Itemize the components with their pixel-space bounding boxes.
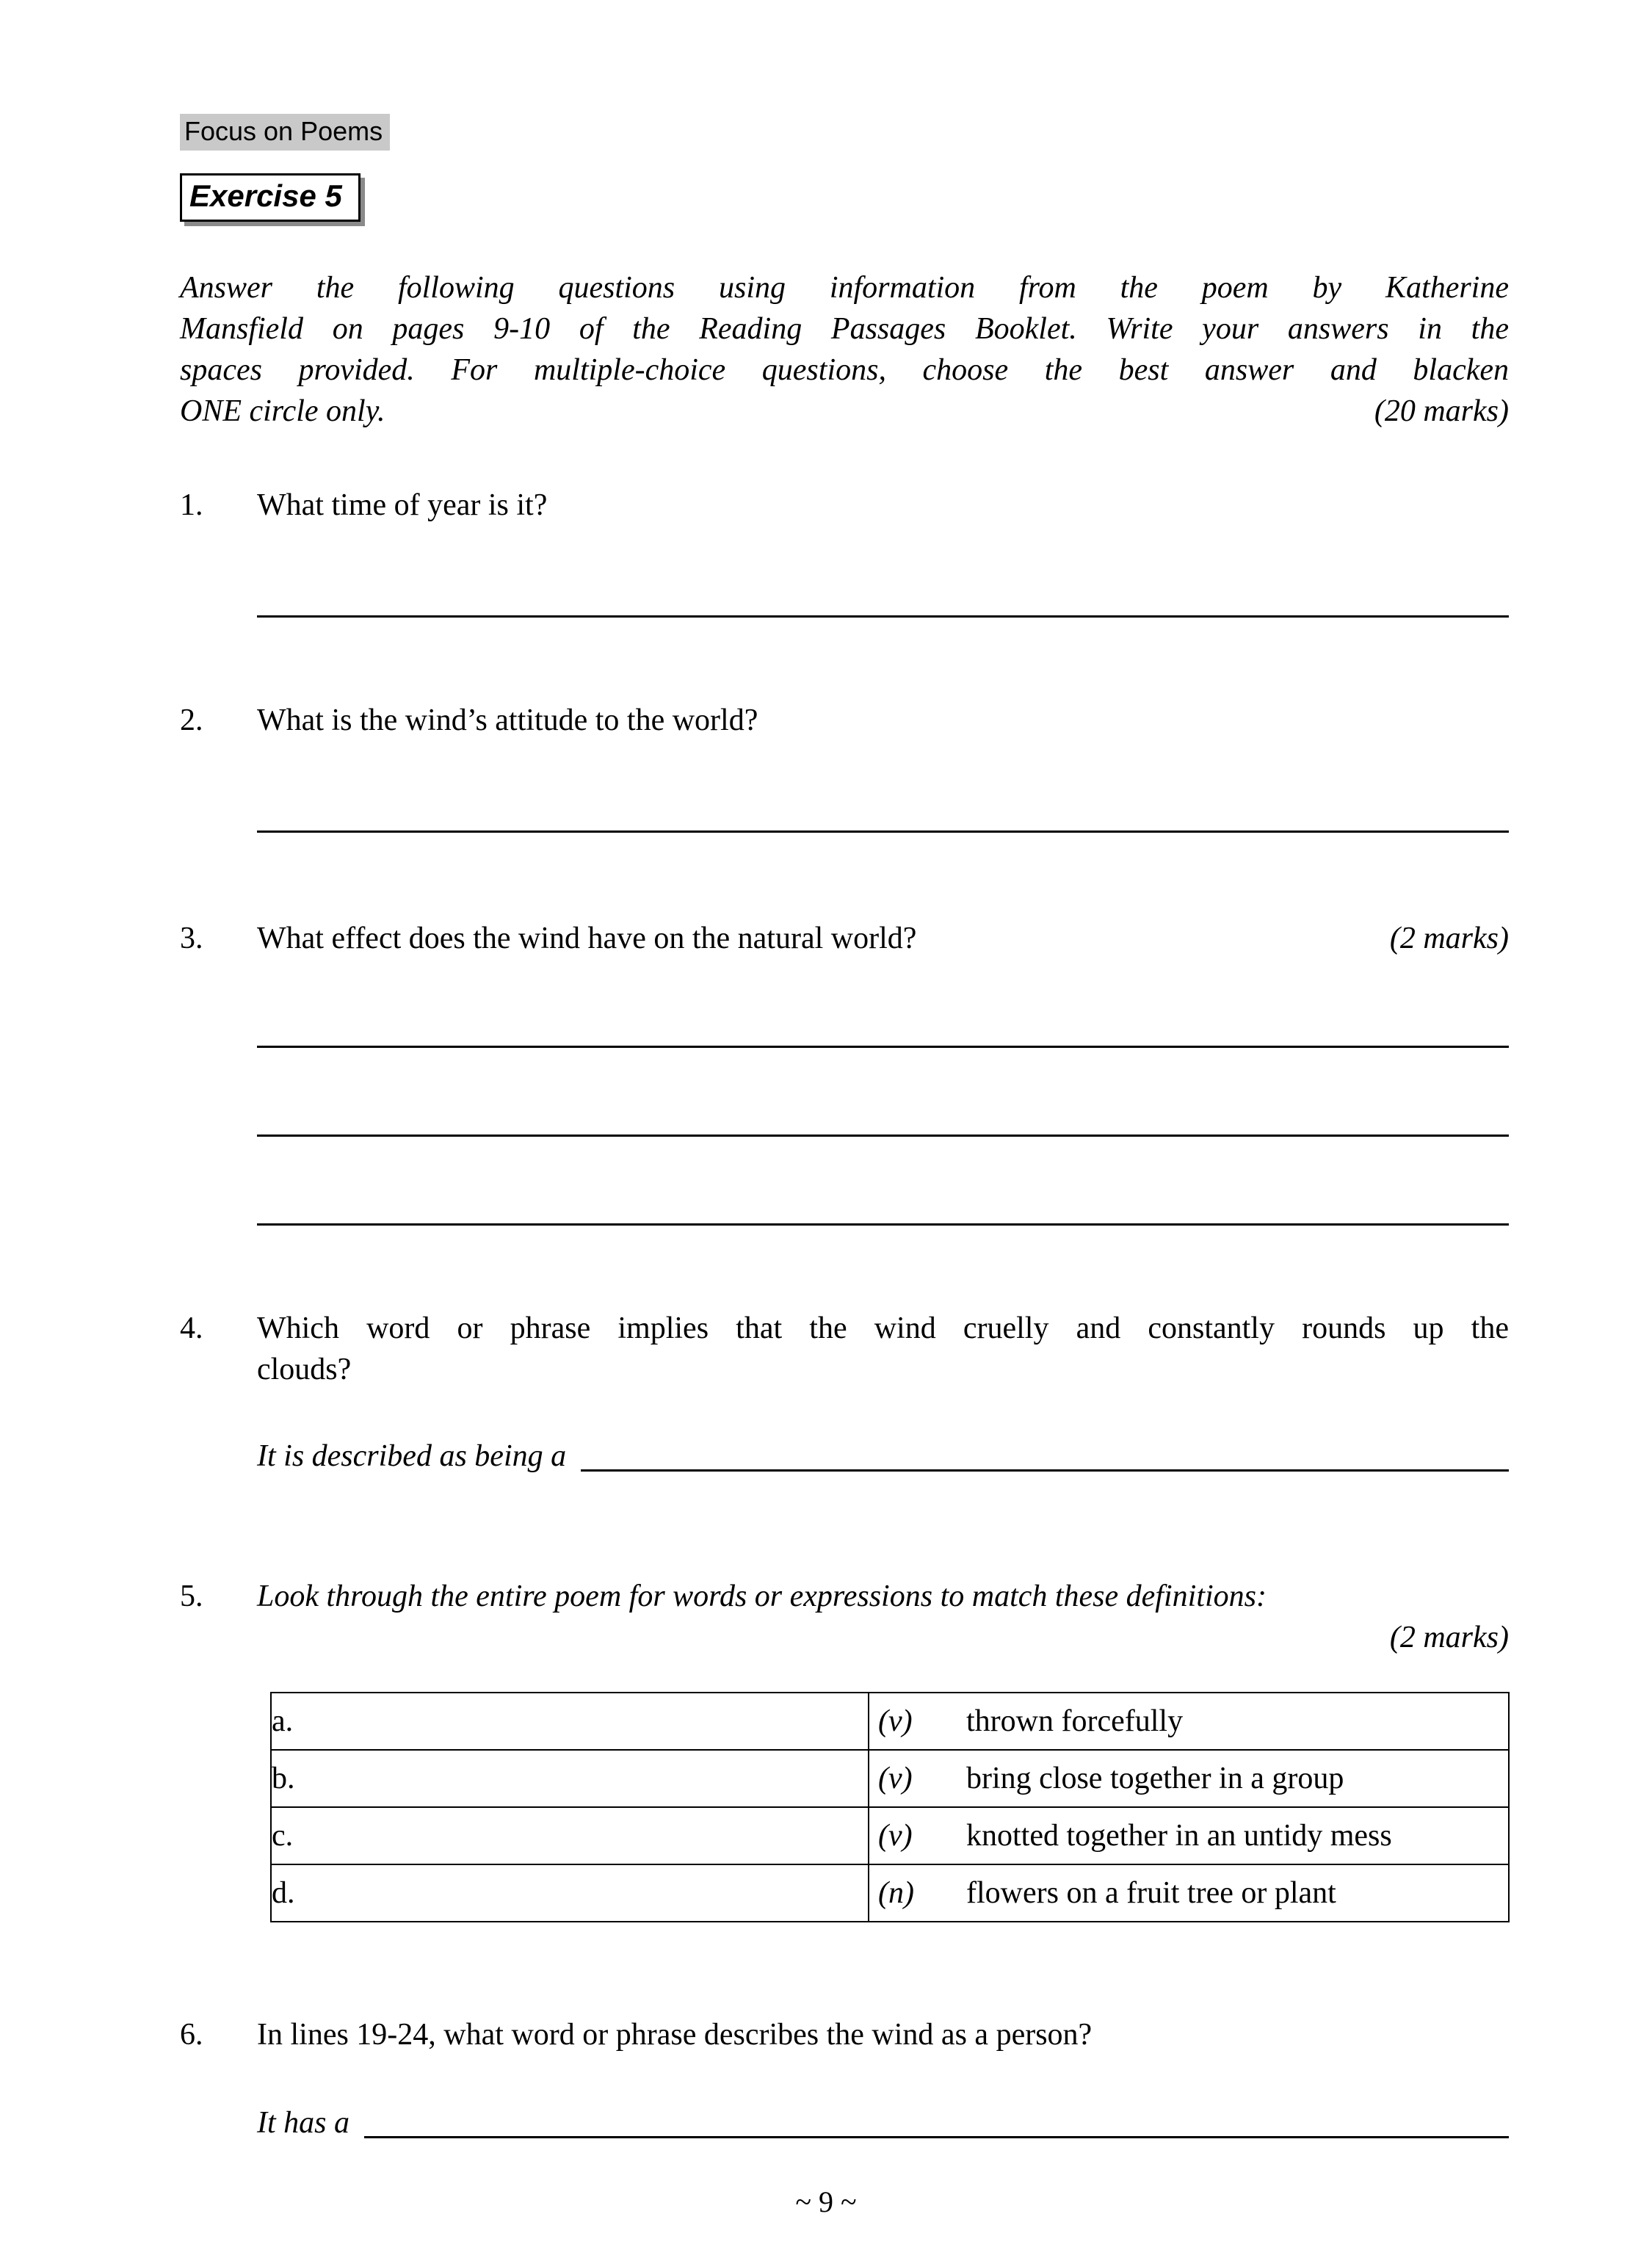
- answer-line: [257, 1135, 1509, 1137]
- question-text: What is the wind’s attitude to the world?: [257, 703, 758, 737]
- question-marks: (2 marks): [1389, 1621, 1509, 1654]
- answer-line: [581, 1469, 1509, 1472]
- question-text: Which word or phrase implies that the wind cruelly and constantly rounds up the: [257, 1311, 1509, 1345]
- question-number: 5.: [180, 1579, 203, 1613]
- question-text-row: [257, 918, 1509, 959]
- table-row: [271, 1864, 1509, 1922]
- definition-pos: (v): [878, 1819, 913, 1853]
- page-number: ~ 9 ~: [795, 2185, 857, 2218]
- definition-letter-cell: d.: [271, 1864, 869, 1922]
- question-number: 1.: [180, 488, 203, 522]
- question-1: [180, 485, 1509, 618]
- answer-line: [257, 831, 1509, 833]
- question-text: In lines 19-24, what word or phrase describes the wind as a person?: [257, 2018, 1093, 2052]
- question-text: What time of year is it?: [257, 488, 548, 522]
- question-number: 6.: [180, 2018, 203, 2052]
- definition-letter-cell: b.: [271, 1750, 869, 1807]
- definition-text: bring close together in a group: [966, 1762, 1344, 1795]
- question-5: [180, 1576, 1509, 1922]
- table-row: [271, 1693, 1509, 1750]
- question-number: 4.: [180, 1311, 203, 1345]
- definition-letter-cell: a.: [271, 1693, 869, 1750]
- answer-row: [257, 1436, 1509, 1477]
- page-content: [180, 110, 1509, 2143]
- question-2: [180, 700, 1509, 833]
- question-number: 2.: [180, 703, 203, 737]
- question-body: [257, 1308, 1509, 1477]
- definition-pos: (n): [878, 1876, 914, 1910]
- answer-prefix: It is described as being a: [257, 1439, 567, 1473]
- question-text: Look through the entire poem for words or expressions to match these definitions:: [257, 1579, 1267, 1613]
- instructions-line: Mansfield on pages 9-10 of the Reading Passages Booklet. Write your answers in the: [180, 312, 1509, 346]
- question-text: clouds?: [257, 1353, 352, 1386]
- definition-cell: [869, 1807, 1509, 1864]
- answer-row: [257, 2102, 1509, 2143]
- definitions-table: [270, 1692, 1510, 1922]
- question-body: [257, 700, 1509, 833]
- definition-cell: [869, 1750, 1509, 1807]
- table-row: [271, 1750, 1509, 1807]
- instructions-paragraph: [180, 267, 1509, 432]
- answer-line: [364, 2136, 1509, 2138]
- definition-text: flowers on a fruit tree or plant: [966, 1876, 1336, 1910]
- question-body: [257, 485, 1509, 618]
- answer-line: [257, 1223, 1509, 1226]
- definition-cell: [869, 1693, 1509, 1750]
- question-6: [180, 2014, 1509, 2143]
- table-row: [271, 1807, 1509, 1864]
- question-text: What effect does the wind have on the natural world?: [257, 922, 917, 955]
- answer-line: [257, 615, 1509, 618]
- answer-line: [257, 1046, 1509, 1048]
- exercise-title-row: [180, 173, 1509, 222]
- question-marks-row: [257, 1617, 1509, 1658]
- definition-cell: [869, 1864, 1509, 1922]
- question-4: [180, 1308, 1509, 1477]
- question-body: [257, 918, 1509, 1226]
- instructions-line: Answer the following questions using information from the poem by Katherine: [180, 271, 1509, 305]
- question-marks: (2 marks): [1389, 922, 1509, 955]
- question-3: [180, 918, 1509, 1226]
- question-number: 3.: [180, 922, 203, 955]
- definition-text: knotted together in an untidy mess: [966, 1819, 1392, 1853]
- instructions-last-line: [180, 391, 1509, 432]
- total-marks-label: (20 marks): [1374, 394, 1509, 428]
- exercise-title: Exercise 5: [180, 173, 361, 222]
- definition-text: thrown forcefully: [966, 1704, 1184, 1738]
- question-body: [257, 1576, 1509, 1922]
- book-title: Focus on Poems: [180, 114, 390, 151]
- definition-letter-cell: c.: [271, 1807, 869, 1864]
- answer-prefix: It has a: [257, 2106, 349, 2140]
- instructions-line: ONE circle only.: [180, 394, 385, 428]
- definition-pos: (v): [878, 1704, 913, 1738]
- book-title-row: [180, 110, 1509, 151]
- instructions-line: spaces provided. For multiple-choice questions, choose the best answer and blacken: [180, 353, 1509, 387]
- definition-pos: (v): [878, 1762, 913, 1795]
- question-body: [257, 2014, 1509, 2143]
